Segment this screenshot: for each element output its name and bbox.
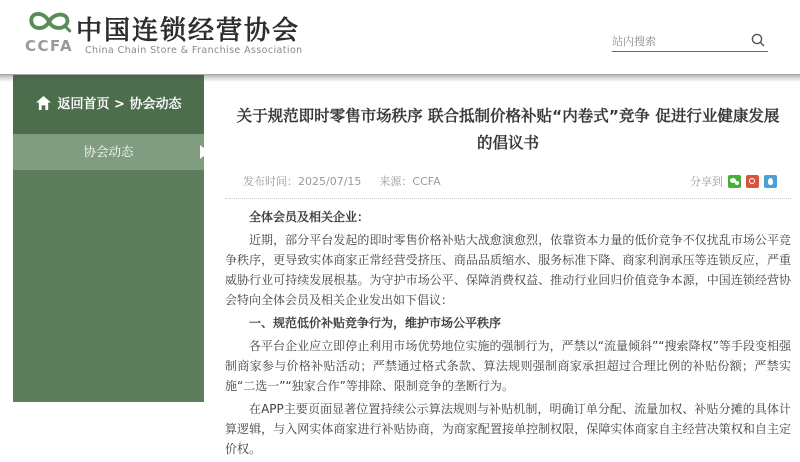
sidebar-item-association-news[interactable] <box>13 134 204 170</box>
article-body <box>221 207 795 459</box>
publish-time-label: 发布时间： <box>243 175 298 188</box>
chevron-right-icon <box>200 145 209 159</box>
paragraph-body-2: 在APP主要页面显著位置持续公示算法规则与补贴机制，明确订单分配、流量加权、补贴分摊的具体计算逻辑，与入网实体商家进行补贴协商，为商家配置接单控制权限，保障实体商家自主经营决策权和自主定价权。 <box>225 402 791 456</box>
share-label: 分享到 <box>690 175 723 188</box>
publish-time-value: 2025/07/15 <box>298 175 362 188</box>
article <box>221 95 795 462</box>
sidebar-item-label: 协会动态 <box>83 144 134 159</box>
search-input[interactable] <box>612 32 742 52</box>
article-meta-left <box>243 173 441 189</box>
source-label: 来源： <box>379 175 413 188</box>
logo-en-name: China Chain Store & Franchise Association <box>85 45 303 56</box>
qq-share-icon[interactable] <box>764 175 777 188</box>
sidebar-body <box>13 170 204 402</box>
search-icon[interactable] <box>750 32 766 48</box>
paragraph-body-1: 各平台企业应立即停止利用市场优势地位实施的强制行为，严禁以“流量倾斜”“搜索降权”等手段变相强制商家参与价格补贴活动；严禁通过格式条款、算法规则强制商家承担超过合理比例的补贴份额；严禁实施“二选一”“独家合作”等排除、限制竞争的垄断行为。 <box>225 339 791 393</box>
paragraph-salutation: 全体会员及相关企业： <box>249 210 370 224</box>
site-search[interactable] <box>612 30 768 52</box>
dotted-divider <box>225 198 791 199</box>
source-value: CCFA <box>412 175 441 188</box>
page-title: 关于规范即时零售市场秩序 联合抵制价格补贴“内卷式”竞争 促进行业健康发展的倡议书 <box>236 107 780 152</box>
breadcrumb-label: 返回首页 > 协会动态 <box>57 97 182 112</box>
paragraph-intro: 近期，部分平台发起的即时零售价格补贴大战愈演愈烈，依靠资本力量的低价竞争不仅扰乱市场公平竞争秩序，更导致实体商家正常经营受挤压、商品品质缩水、服务标准下降、商家利润承压等连锁反应，严重威胁行业可持续发展根基。为守护市场公平、保障消费权益、推动行业回归价值竞争本源，中国连锁经营协会特向全体会员及相关企业发出如下倡议： <box>225 233 791 307</box>
ccfa-logo-icon <box>26 7 72 38</box>
weibo-share-icon[interactable] <box>746 175 759 188</box>
share-box <box>690 173 777 189</box>
sidebar <box>13 71 204 402</box>
paragraph-section-heading: 一、规范低价补贴竞争行为，维护市场公平秩序 <box>249 316 502 330</box>
breadcrumb[interactable] <box>13 71 204 134</box>
site-header <box>0 0 800 74</box>
article-meta <box>221 173 795 189</box>
wechat-share-icon[interactable] <box>728 175 741 188</box>
header-divider <box>0 74 800 75</box>
logo-abbr: CCFA <box>25 37 74 55</box>
home-icon <box>36 96 51 110</box>
logo-cn-name: 中国连锁经营协会 <box>76 16 301 46</box>
